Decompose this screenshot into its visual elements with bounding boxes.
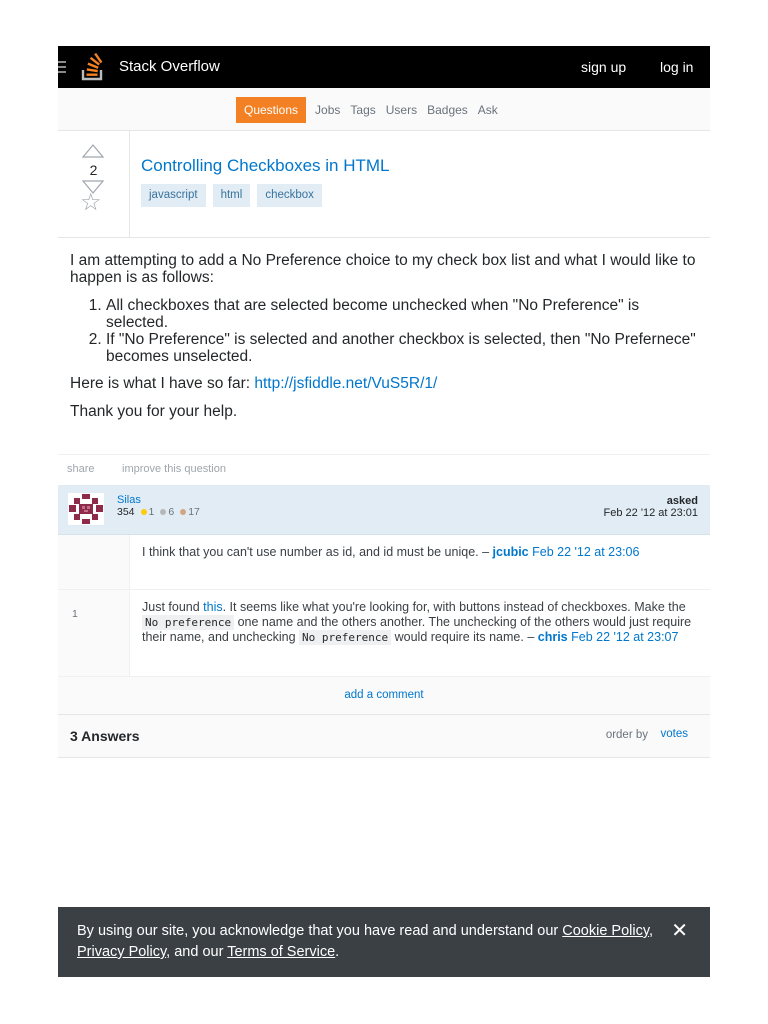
- comment-date[interactable]: Feb 22 '12 at 23:07: [571, 630, 679, 644]
- stack-overflow-logo-icon[interactable]: [80, 53, 106, 81]
- comment-code: No preference: [142, 615, 234, 630]
- asked-date: Feb 22 '12 at 23:01: [603, 507, 698, 519]
- progress-text: Here is what I have so far:: [70, 375, 255, 392]
- tag-checkbox[interactable]: checkbox: [257, 184, 322, 207]
- favorite-star-icon[interactable]: ☆: [80, 189, 102, 216]
- nav-ask[interactable]: Ask: [477, 103, 498, 117]
- gold-badge-count: 1: [148, 506, 155, 518]
- user-reputation: [117, 506, 200, 518]
- tag-list: [141, 184, 322, 207]
- sign-up-link[interactable]: sign up: [581, 59, 627, 75]
- add-comment-link[interactable]: add a comment: [58, 677, 710, 715]
- order-by-label: order by: [605, 729, 648, 741]
- comment-body: [129, 535, 710, 589]
- page: [58, 46, 710, 758]
- comment-text: one name and the others another. The unchecking of the others would just require their name, and unchecking: [142, 615, 692, 644]
- log-in-link[interactable]: log in: [660, 59, 694, 75]
- cookie-banner: [58, 907, 710, 977]
- comment: [58, 590, 710, 677]
- comment-text: would require its name. –: [391, 630, 538, 644]
- comment-text: Just found: [142, 600, 204, 614]
- gold-badge-icon: [141, 509, 147, 515]
- reputation-score: 354: [117, 506, 135, 518]
- vote-column: [58, 131, 130, 237]
- jsfiddle-link[interactable]: http://jsfiddle.net/VuS5R/1/: [254, 375, 438, 392]
- user-name[interactable]: Silas: [117, 494, 141, 506]
- question-body: [58, 238, 710, 454]
- question-thanks: Thank you for your help.: [70, 403, 238, 420]
- question-header: [58, 131, 710, 238]
- nav-questions[interactable]: Questions: [236, 97, 306, 123]
- cookie-policy-link[interactable]: Cookie Policy: [562, 923, 650, 939]
- comment-link[interactable]: this: [203, 600, 223, 614]
- comment-code: No preference: [299, 630, 391, 645]
- menu-icon[interactable]: [58, 61, 66, 73]
- comment-date[interactable]: Feb 22 '12 at 23:06: [532, 545, 640, 559]
- question-title[interactable]: Controlling Checkboxes in HTML: [141, 156, 390, 175]
- comment-score: 1: [72, 608, 78, 620]
- asked-info: [604, 495, 698, 519]
- nav-badges[interactable]: Badges: [427, 103, 468, 117]
- silver-badge-count: 6: [168, 506, 175, 518]
- avatar[interactable]: [68, 493, 104, 525]
- cookie-text-part: By using our site, you acknowledge that you have read and understand our: [77, 923, 563, 939]
- bronze-badge-count: 17: [188, 506, 200, 518]
- comment-text: . It seems like what you're looking for, with buttons instead of checkboxes. Make the: [222, 600, 686, 614]
- brand-name[interactable]: Stack Overflow: [119, 58, 220, 75]
- cookie-text-part: .: [335, 944, 340, 960]
- question-progress: [70, 375, 698, 392]
- silver-badge-icon: [160, 509, 166, 515]
- close-icon[interactable]: ✕: [671, 920, 688, 942]
- post-actions: [58, 454, 710, 485]
- improve-question-link[interactable]: improve this question: [122, 463, 226, 475]
- nav-jobs[interactable]: Jobs: [315, 103, 341, 117]
- answers-count: 3 Answers: [70, 728, 140, 744]
- share-link[interactable]: share: [67, 463, 95, 475]
- nav-tags[interactable]: Tags: [350, 103, 376, 117]
- sort-votes-link[interactable]: votes: [660, 728, 688, 740]
- top-bar: [58, 46, 710, 88]
- list-item: 2. If "No Preference" is selected and another checkbox is selected, then "No Prefernece" becomes unselected.: [106, 331, 698, 365]
- bronze-badge-icon: [180, 509, 186, 515]
- tag-html[interactable]: html: [213, 184, 251, 207]
- list-item: 1. All checkboxes that are selected become unchecked when "No Preference" is selected.: [106, 297, 698, 331]
- question-intro: I am attempting to add a No Preference choice to my check box list and what I would like to happen is as follows:: [70, 252, 696, 286]
- asked-label: asked: [666, 495, 698, 507]
- terms-of-service-link[interactable]: Terms of Service: [227, 944, 336, 960]
- upvote-icon[interactable]: [82, 144, 104, 158]
- cookie-text-part: , and our: [166, 944, 228, 960]
- nav-users[interactable]: Users: [385, 103, 418, 117]
- comment-body: [129, 590, 710, 676]
- answers-header: [58, 715, 710, 758]
- privacy-policy-link[interactable]: Privacy Policy: [77, 944, 167, 960]
- comment-user[interactable]: chris: [537, 630, 568, 644]
- main-nav: [58, 88, 710, 131]
- comment-text: I think that you can't use number as id, and id must be uniqe. –: [142, 545, 493, 559]
- comment: [58, 535, 710, 590]
- vote-count: 2: [89, 162, 98, 178]
- cookie-text-part: ,: [649, 923, 654, 939]
- user-card: [58, 485, 710, 535]
- comment-user[interactable]: jcubic: [492, 545, 529, 559]
- question-list: [70, 297, 698, 365]
- tag-javascript[interactable]: javascript: [141, 184, 206, 207]
- cookie-text: [77, 921, 657, 963]
